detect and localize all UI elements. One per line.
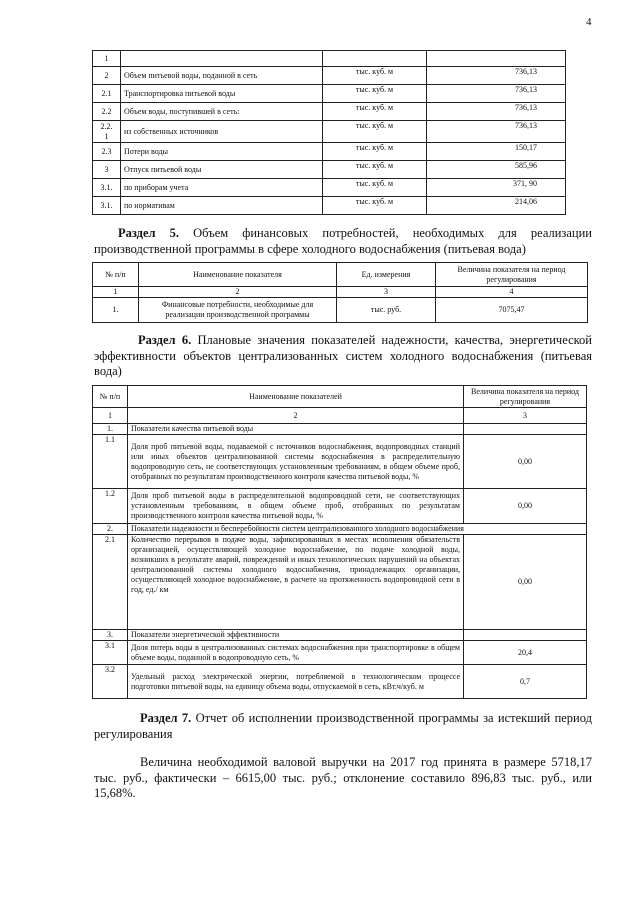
row-unit: тыс. куб. м [323,161,427,179]
volume-table [92,50,566,215]
section-7-label: Раздел 7. [140,711,192,725]
table-row [93,85,566,103]
col-value-header: Величина показателя на период регулирования [464,386,587,408]
table-row [93,298,588,323]
row-name: по нормативам [121,197,323,215]
row-value: 150,17 [427,143,566,161]
row-num: 1.1 [93,435,128,489]
row-value: 0,00 [464,489,587,524]
table-header-row [93,263,588,287]
row-num: 3 [93,161,121,179]
row-name: Доля потерь воды в централизованных системах водоснабжения при транспортировке в общем объеме воды, поданной в водопроводную сеть, % [128,641,464,665]
table-row [93,665,587,699]
index-cell: 3 [464,408,587,424]
row-unit: тыс. куб. м [323,103,427,121]
index-cell: 2 [139,287,337,298]
row-name: Количество перерывов в подаче воды, зафиксированных в местах исполнения обязательств организацией, осуществляющей холодное водоснабжение, по подаче холодной воды, возникших в результате аварий, повреждений и иных технологических нарушений на объектах централизованной системы холодного водоснабжения, принадлежащих организации, осуществляющей холодное водоснабжение, в расчете на протяженность водопроводной сети в год, ед./ км [128,535,464,630]
col-name-header: Наименование показателей [128,386,464,408]
row-unit: тыс. куб. м [323,85,427,103]
table-header-row [93,386,587,408]
col-unit-header: Ед. измерения [337,263,436,287]
row-name: Отпуск питьевой воды [121,161,323,179]
row-num: 3.1. [93,179,121,197]
row-num: 2.1 [93,85,121,103]
table-header-row [93,51,566,67]
row-num: 2 [93,67,121,85]
index-cell: 1 [93,408,128,424]
row-value: 20,4 [464,641,587,665]
index-cell: 3 [337,287,436,298]
row-value: 0,00 [464,535,587,630]
row-unit: тыс. куб. м [323,143,427,161]
table-row [93,161,566,179]
row-name: Показатели энергетической эффективности [128,630,464,641]
section-6-heading [94,333,592,380]
row-num: 1. [93,424,128,435]
row-name: Удельный расход электрической энергии, потребляемой в технологическом процессе подготовки питьевой воды, на единицу объема воды, отпускаемой в сеть, кВт.ч/куб. м [128,665,464,699]
section-6-text: Плановые значения показателей надежности, качества, энергетической эффективности объектов централизованных систем холодного водоснабжения (питьевая вода) [94,333,593,378]
row-name: Финансовые потребности, необходимые для реализации производственной программы [139,298,337,323]
row-unit: тыс. куб. м [323,197,427,215]
row-unit: тыс. куб. м [323,121,427,143]
row-num: 3.1 [93,641,128,665]
row-value: 371, 90 [427,179,566,197]
table-row [93,535,587,630]
row-value: 736,13 [427,67,566,85]
section-7-text: Отчет об исполнении производственной программы за истекший период регулирования [94,711,592,741]
finance-table [92,262,588,323]
row-num: 3.1. [93,197,121,215]
table-row [93,641,587,665]
row-name: Доля проб питьевой воды в распределительной водопроводной сети, не соответствующих установленным требованиям, в общем объеме проб, отобранных по результатам производственного контроля качества питьевой воды, % [128,489,464,524]
row-num: 1.2 [93,489,128,524]
table-row [93,179,566,197]
section-6-label: Раздел 6. [138,333,192,347]
row-value: 214,06 [427,197,566,215]
row-num: 1. [93,298,139,323]
col-name-header: Наименование показателя [139,263,337,287]
row-name: Объем питьевой воды, поданной в сеть [121,67,323,85]
index-cell: 1 [93,287,139,298]
row-unit: тыс. куб. м [323,67,427,85]
table-row [93,143,566,161]
row-value: 0,7 [464,665,587,699]
column-number: 1 [93,51,121,67]
row-value: 736,13 [427,121,566,143]
row-name: по приборам учета [121,179,323,197]
section-7-paragraph: Величина необходимой валовой выручки на 2017 год принята в размере 5718,17 тыс. руб., фактически – 6615,00 тыс. руб.; отклонение составило 896,83 тыс. руб., или 15,68%. [94,755,592,800]
row-name: Объем воды, поступившей в сеть: [121,103,323,121]
index-cell: 2 [128,408,464,424]
row-name: Транспортировка питьевой воды [121,85,323,103]
table-row [93,489,587,524]
table-row [93,121,566,143]
row-name: Показатели качества питьевой воды [128,424,464,435]
section-5-heading [94,226,592,257]
table-row [93,435,587,489]
col-value-header: Величина показателя на период регулирования [436,263,588,287]
row-name: Доля проб питьевой воды, подаваемой с источников водоснабжения, водопроводных станций или иных объектов централизованной системы водоснабжения в распределительную водопроводную сеть, не соответствующих установленным требованиям, в общем объеме проб, отобранных по результатам производственного контроля качества питьевой воды, % [128,435,464,489]
indicators-table [92,385,587,699]
row-unit: тыс. руб. [337,298,436,323]
row-num: 2.2. 1 [93,121,121,143]
section-5-label: Раздел 5. [118,226,180,240]
section-5-text: Объем финансовых потребностей, необходимых для реализации производственной программы в сфере холодного водоснабжения (питьевая вода) [94,226,592,256]
group-row [93,424,587,435]
row-num: 2.2 [93,103,121,121]
page-number: 4 [586,16,592,28]
col-num-header: № п/п [93,263,139,287]
table-index-row [93,408,587,424]
group-row [93,630,587,641]
section-7-heading [94,711,592,742]
row-value: 736,13 [427,85,566,103]
row-name: Потери воды [121,143,323,161]
table-row [93,197,566,215]
row-value: 7075,47 [436,298,588,323]
table-row [93,103,566,121]
row-value: 0,00 [464,435,587,489]
row-num: 3.2 [93,665,128,699]
table-index-row [93,287,588,298]
row-num: 2.1 [93,535,128,630]
row-num: 3. [93,630,128,641]
group-row [93,524,587,535]
row-name: Показатели надежности и бесперебойности систем централизованного холодного водоснабжения [128,524,587,535]
col-num-header: № п/п [93,386,128,408]
index-cell: 4 [436,287,588,298]
row-name: из собственных источников [121,121,323,143]
row-unit: тыс. куб. м [323,179,427,197]
row-num: 2.3 [93,143,121,161]
table-row [93,67,566,85]
row-num: 2. [93,524,128,535]
row-value: 585,96 [427,161,566,179]
row-value: 736,13 [427,103,566,121]
